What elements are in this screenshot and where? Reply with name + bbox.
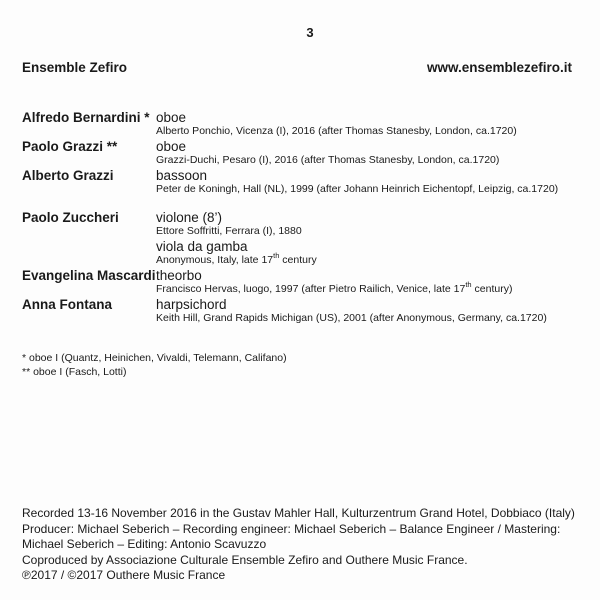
instrument-detail (156, 312, 590, 325)
page-number: 3 (306, 25, 314, 40)
instrument-name: harpsichord (156, 297, 227, 312)
detail-text-after: century) (471, 283, 513, 295)
credits-block (22, 506, 575, 584)
footnotes (22, 352, 287, 379)
instrument-name: oboe (156, 139, 187, 154)
detail-text: Peter de Koningh, Hall (NL), 1999 (after Johann Heinrich Eichentopf, Leipzig, ca.1720) (156, 183, 559, 195)
instrument-block (156, 239, 590, 267)
detail-text: Francisco Hervas, luogo, 1997 (after Pietro Railich, Venice, late 17 (156, 283, 466, 295)
instrument-name: bassoon (156, 168, 208, 183)
credits-coproduction-line: Coproduced by Associazione Culturale Ensemble Zefiro and Outhere Music France. (22, 552, 468, 567)
instrument-name: oboe (156, 110, 187, 125)
instrument-block (156, 168, 590, 196)
detail-superscript: th (273, 251, 280, 260)
instrument-block (156, 268, 590, 296)
instrument-name: theorbo (156, 268, 202, 283)
performer-entry (22, 239, 590, 267)
credits-editing-line: Michael Seberich – Editing: Antonio Scavuzzo (22, 537, 267, 552)
detail-text: Ettore Soffritti, Ferrara (I), 1880 (156, 225, 302, 237)
instrument-block (156, 110, 590, 138)
credits-copyright-line: ℗2017 / ©2017 Outhere Music France (22, 568, 226, 583)
detail-text: Grazzi-Duchi, Pesaro (I), 2016 (after Thomas Stanesby, London, ca.1720) (156, 154, 500, 166)
detail-text-after: century (279, 254, 317, 266)
detail-text: Alberto Ponchio, Vicenza (I), 2016 (after Thomas Stanesby, London, ca.1720) (156, 125, 517, 137)
performer-entry (22, 297, 590, 325)
performer-entry (22, 168, 590, 196)
performer-name: Alberto Grazzi (22, 168, 114, 183)
instrument-name: violone (8’) (156, 210, 223, 225)
instrument-detail (156, 154, 590, 167)
performer-name (22, 239, 156, 267)
footnote-oboe1-group1: * oboe I (Quantz, Heinichen, Vivaldi, Telemann, Califano) (22, 352, 287, 364)
detail-text: Anonymous, Italy, late 17 (156, 254, 274, 266)
instrument-detail (156, 125, 590, 138)
instrument-detail (156, 280, 590, 296)
performer-name: Alfredo Bernardini * (22, 110, 150, 125)
performer-entry (22, 268, 590, 296)
credits-producer-line: Producer: Michael Seberich – Recording engineer: Michael Seberich – Balance Engineer / Mastering: (22, 521, 561, 536)
performer-name: Paolo Zuccheri (22, 210, 119, 225)
instrument-block (156, 210, 590, 238)
instrument-block (156, 297, 590, 325)
footnote-oboe1-group2: ** oboe I (Fasch, Lotti) (22, 365, 127, 378)
ensemble-name: Ensemble Zefiro (22, 60, 128, 75)
instrument-detail (156, 183, 590, 196)
performer-entry (22, 210, 590, 238)
instrument-block (156, 139, 590, 167)
performer-entry (22, 110, 590, 138)
instrument-name: viola da gamba (156, 239, 248, 254)
performer-entry (22, 139, 590, 167)
performer-name: Anna Fontana (22, 297, 112, 312)
detail-superscript: th (465, 280, 472, 289)
detail-text: Keith Hill, Grand Rapids Michigan (US), 2001 (after Anonymous, Germany, ca.1720) (156, 312, 547, 324)
performer-name: Evangelina Mascardi (22, 268, 156, 283)
performer-name: Paolo Grazzi ** (22, 139, 118, 154)
instrument-detail (156, 251, 590, 267)
performer-list (22, 110, 590, 326)
header (22, 60, 572, 76)
website-url: www.ensemblezefiro.it (426, 60, 572, 75)
instrument-detail (156, 225, 590, 238)
credits-recording-line: Recorded 13-16 November 2016 in the Gustav Mahler Hall, Kulturzentrum Grand Hotel, Dobbiaco (Italy) (22, 506, 575, 520)
